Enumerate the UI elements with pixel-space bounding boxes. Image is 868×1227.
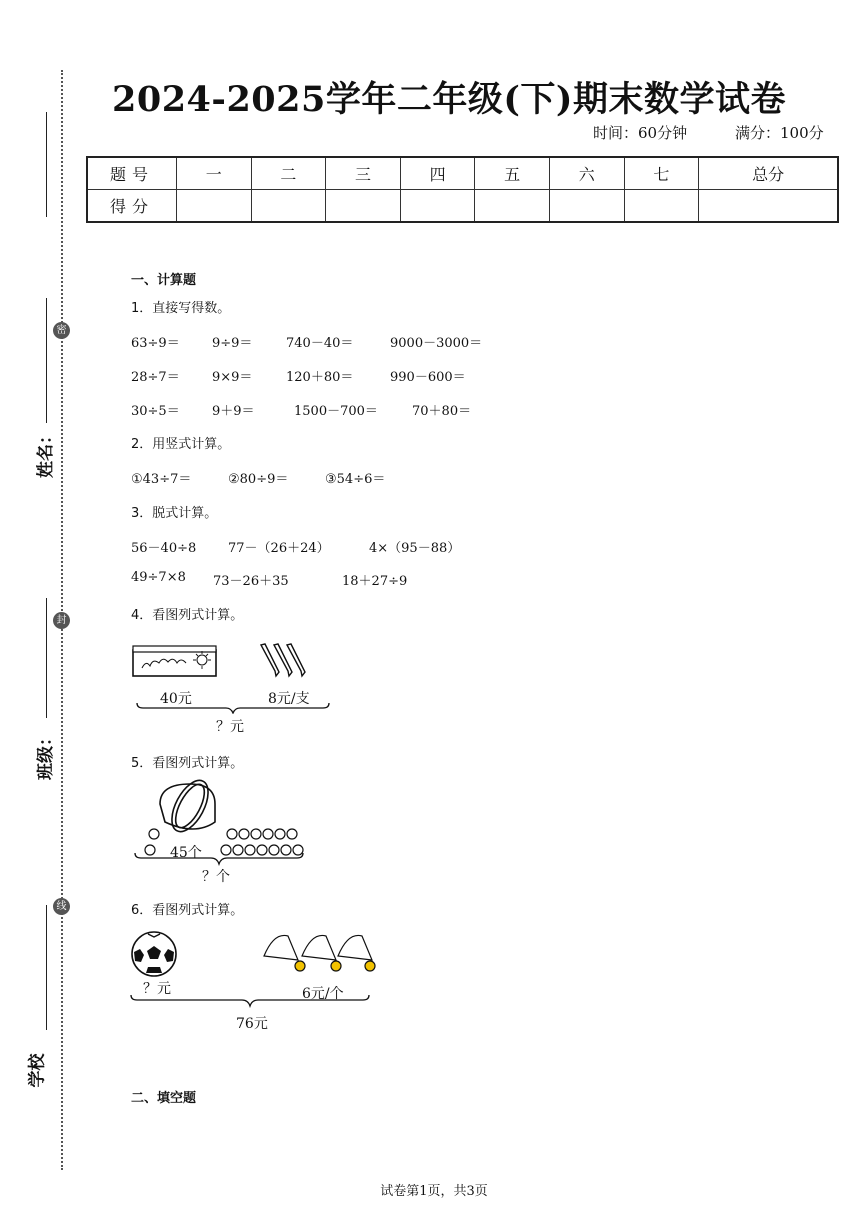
- score-cell-2[interactable]: [251, 190, 326, 223]
- basket-icon: [160, 778, 216, 837]
- q5-brace: [134, 852, 304, 866]
- q1-item: 120＋80＝: [286, 370, 354, 385]
- shuttlecock-icon: [264, 935, 375, 971]
- shuttlecock-icons: [262, 934, 378, 976]
- q6-unit-price: 6元/个: [302, 986, 344, 1002]
- q1-item: 9＋9＝: [212, 404, 255, 419]
- section1-title: 一、计算题: [131, 273, 197, 288]
- col-3: 三: [326, 157, 401, 190]
- question-number-header: 题号: [87, 157, 177, 190]
- q1-item: 740－40＝: [286, 336, 354, 351]
- binding-line-top: [46, 112, 47, 217]
- score-cell-1[interactable]: [177, 190, 252, 223]
- football-icon: [130, 930, 178, 978]
- pencil-box-and-pens-illustration: [130, 638, 330, 688]
- q3-title: 3．脱式计算。: [131, 506, 218, 521]
- class-underline: [46, 598, 47, 718]
- q5-title: 5．看图列式计算。: [131, 756, 244, 771]
- q1-item: 70＋80＝: [412, 404, 472, 419]
- page-title: 2024-2025学年二年级(下)期末数学试卷: [112, 79, 786, 120]
- score-cell-3[interactable]: [326, 190, 401, 223]
- q4-price-pen: 8元/支: [268, 691, 310, 707]
- q2-item: ②80÷9＝: [228, 472, 289, 487]
- seal-feng: 封: [53, 612, 70, 629]
- q1-item: 9000－3000＝: [390, 336, 483, 351]
- q1-item: 990－600＝: [390, 370, 466, 385]
- q6-total: 76元: [236, 1016, 268, 1032]
- score-cell-total[interactable]: [699, 190, 838, 223]
- q1-item: 63÷9＝: [131, 336, 180, 351]
- q6-brace: [130, 994, 370, 1008]
- col-7: 七: [624, 157, 699, 190]
- school-underline: [46, 905, 47, 1030]
- time-label: 时间：60分钟: [593, 124, 688, 142]
- q5-count: 45个: [170, 845, 202, 861]
- col-5: 五: [475, 157, 550, 190]
- col-4: 四: [400, 157, 475, 190]
- q3-item: 73－26＋35: [213, 574, 289, 589]
- q3-item: 77－（26＋24）: [228, 541, 330, 556]
- page-footer: 试卷第1页，共3页: [380, 1184, 488, 1199]
- name-label: 姓名：: [36, 427, 56, 478]
- q1-item: 28÷7＝: [131, 370, 180, 385]
- q3-item: 4×（95－88）: [369, 541, 461, 556]
- q4-title: 4．看图列式计算。: [131, 608, 244, 623]
- q1-item: 9×9＝: [212, 370, 253, 385]
- q4-brace: [136, 702, 330, 714]
- pencil-box-icon: [133, 646, 216, 676]
- seal-xian: 线: [53, 898, 70, 915]
- col-1: 一: [177, 157, 252, 190]
- name-underline: [46, 298, 47, 423]
- score-cell-4[interactable]: [400, 190, 475, 223]
- q3-item: 49÷7×8: [131, 570, 186, 585]
- q6-unknown-price: ？元: [143, 981, 171, 997]
- q2-title: 2．用竖式计算。: [131, 437, 231, 452]
- class-label: 班级：: [36, 729, 56, 780]
- q1-item: 30÷5＝: [131, 404, 180, 419]
- q1-item: 9÷9＝: [212, 336, 253, 351]
- pen-icon: [261, 644, 305, 676]
- score-header: 得分: [87, 190, 177, 223]
- seal-mi: 密: [53, 322, 70, 339]
- col-total: 总分: [699, 157, 838, 190]
- score-table: [86, 156, 839, 223]
- q6-title: 6．看图列式计算。: [131, 903, 244, 918]
- q1-title: 1．直接写得数。: [131, 301, 231, 316]
- q1-item: 1500－700＝: [294, 404, 378, 419]
- q5-question: ？个: [202, 869, 230, 885]
- q4-question: ？元: [216, 719, 244, 735]
- section2-title: 二、填空题: [131, 1091, 197, 1106]
- score-cell-5[interactable]: [475, 190, 550, 223]
- q2-item: ①43÷7＝: [131, 472, 192, 487]
- q2-item: ③54÷6＝: [325, 472, 386, 487]
- col-6: 六: [549, 157, 624, 190]
- q4-price-box: 40元: [160, 691, 192, 707]
- score-table-score-row: [87, 190, 838, 223]
- q3-item: 18＋27÷9: [342, 574, 408, 589]
- school-label: 学校: [27, 1053, 48, 1088]
- score-cell-6[interactable]: [549, 190, 624, 223]
- full-score-label: 满分：100分: [735, 124, 824, 142]
- score-cell-7[interactable]: [624, 190, 699, 223]
- score-table-header-row: [87, 157, 838, 190]
- col-2: 二: [251, 157, 326, 190]
- q3-item: 56－40÷8: [131, 541, 197, 556]
